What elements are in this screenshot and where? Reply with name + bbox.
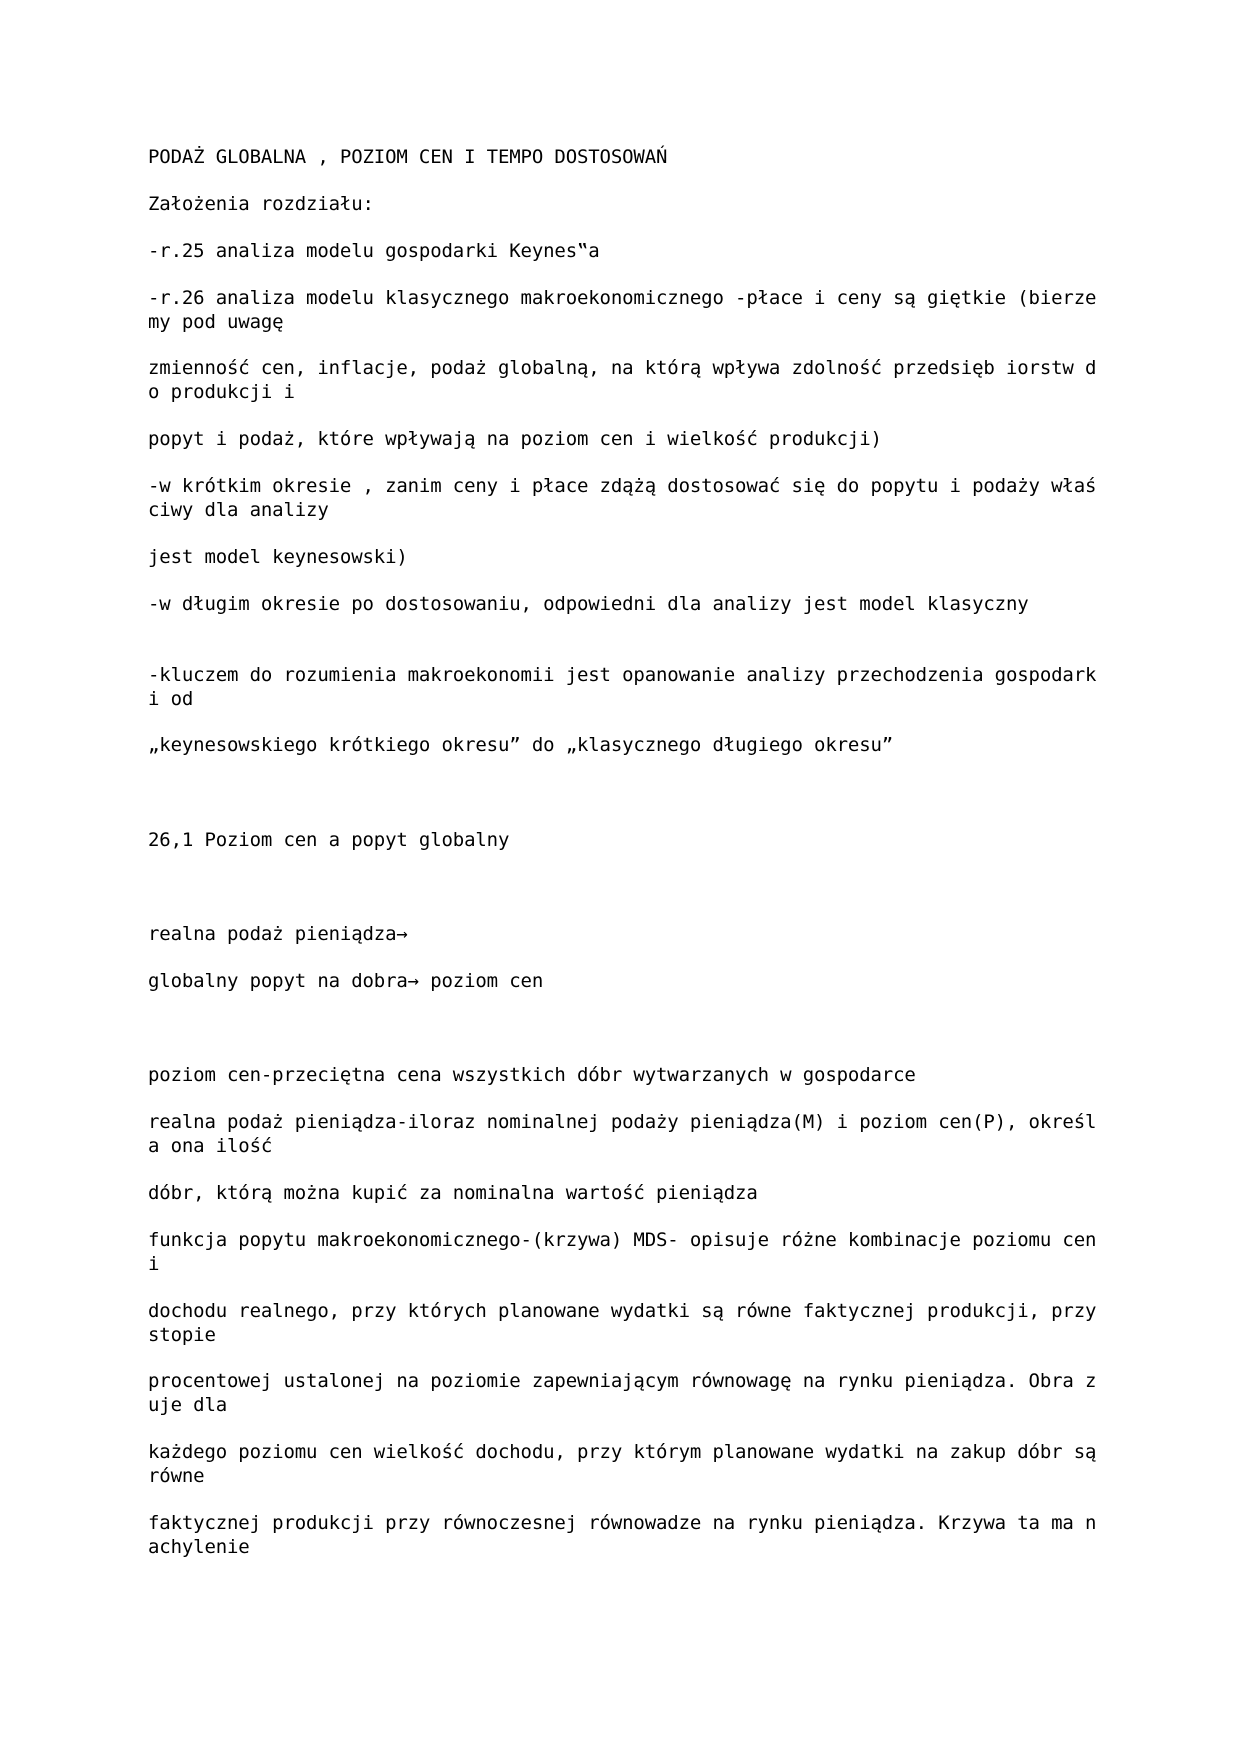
paragraph: realna podaż pieniądza-iloraz nominalnej podaży pieniądza(M) i poziom cen(P), określa ona ilość bbox=[148, 1111, 1097, 1157]
paragraph: dochodu realnego, przy których planowane wydatki są równe faktycznej produkcji, przy stopie bbox=[148, 1300, 1108, 1346]
paragraph: -r.26 analiza modelu klasycznego makroekonomicznego -płace i ceny są giętkie (bierzemy pod uwagę bbox=[148, 287, 1097, 333]
paragraph: poziom cen-przeciętna cena wszystkich dóbr wytwarzanych w gospodarce bbox=[148, 1064, 916, 1086]
paragraph: procentowej ustalonej na poziomie zapewniającym równowagę na rynku pieniądza. Obra zuje dla bbox=[148, 1370, 1097, 1416]
paragraph: „keynesowskiego krótkiego okresu” do „klasycznego długiego okresu” bbox=[148, 734, 894, 756]
paragraph: -r.25 analiza modelu gospodarki Keynes‟a bbox=[148, 240, 600, 262]
paragraph: jest model keynesowski) bbox=[148, 546, 408, 568]
paragraph: Założenia rozdziału: bbox=[148, 193, 374, 215]
paragraph: -kluczem do rozumienia makroekonomii jest opanowanie analizy przechodzenia gospodarki od bbox=[148, 664, 1097, 710]
paragraph: funkcja popytu makroekonomicznego-(krzywa) MDS- opisuje różne kombinacje poziomu ceni bbox=[148, 1229, 1097, 1275]
document-title: PODAŻ GLOBALNA , POZIOM CEN I TEMPO DOSTOSOWAŃ bbox=[148, 146, 668, 168]
paragraph: realna podaż pieniądza→ bbox=[148, 923, 408, 945]
paragraph: dóbr, którą można kupić za nominalna wartość pieniądza bbox=[148, 1182, 758, 1204]
paragraph: zmienność cen, inflacje, podaż globalną, na którą wpływa zdolność przedsięb iorstw do produkcji i bbox=[148, 357, 1097, 403]
paragraph: globalny popyt na dobra→ poziom cen bbox=[148, 970, 544, 992]
paragraph: faktycznej produkcji przy równoczesnej równowadze na rynku pieniądza. Krzywa ta ma nachylenie bbox=[148, 1512, 1097, 1558]
paragraph: -w długim okresie po dostosowaniu, odpowiedni dla analizy jest model klasyczny bbox=[148, 593, 1029, 615]
paragraph: popyt i podaż, które wpływają na poziom cen i wielkość produkcji) bbox=[148, 428, 882, 450]
paragraph: każdego poziomu cen wielkość dochodu, przy którym planowane wydatki na zakup dóbr są równe bbox=[148, 1441, 1108, 1487]
section-heading: 26,1 Poziom cen a popyt globalny bbox=[148, 829, 510, 851]
paragraph: -w krótkim okresie , zanim ceny i płace zdążą dostosować się do popytu i podaży właściwy dla analizy bbox=[148, 475, 1097, 521]
